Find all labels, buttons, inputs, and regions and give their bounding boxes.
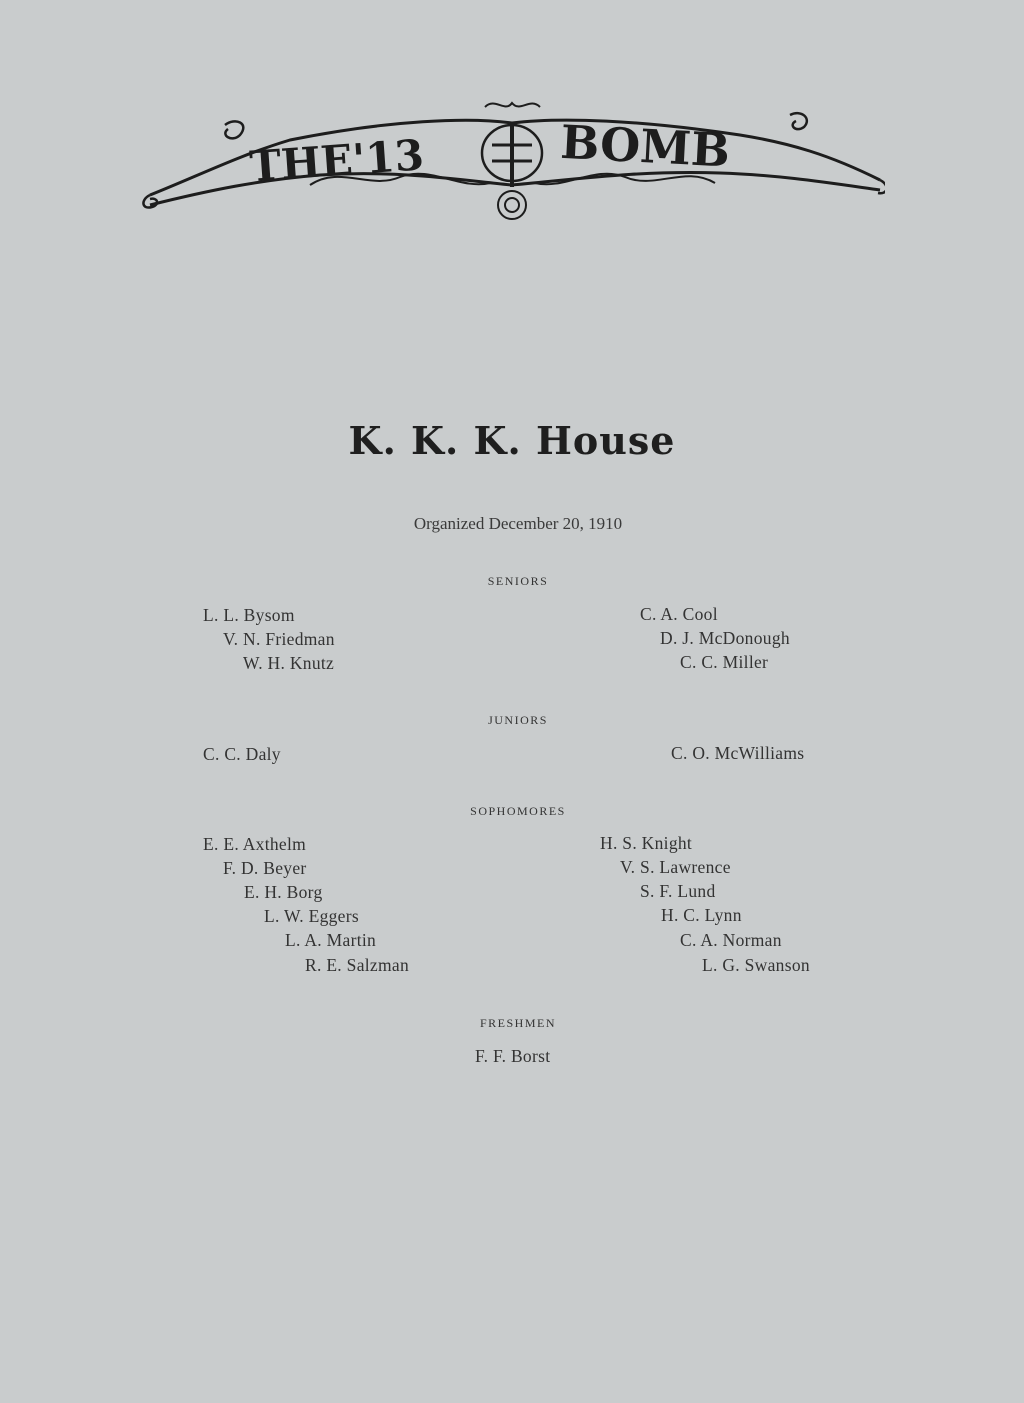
member-name: D. J. McDonough: [660, 628, 790, 648]
member-name: F. D. Beyer: [223, 858, 307, 878]
member-name: H. C. Lynn: [661, 905, 742, 925]
section-label-juniors: JUNIORS: [488, 713, 548, 727]
member-name: C. O. McWilliams: [671, 743, 805, 763]
banner-right-text: BOMB: [559, 114, 732, 178]
section-label-sophomores: SOPHOMORES: [470, 804, 566, 818]
section-label-freshmen: FRESHMEN: [479, 1016, 556, 1030]
member-name: R. E. Salzman: [305, 955, 410, 975]
organized-date: Organized December 20, 1910: [413, 514, 623, 533]
member-name: S. F. Lund: [640, 881, 716, 901]
member-name: V. S. Lawrence: [620, 857, 731, 877]
member-name: C. A. Norman: [680, 930, 782, 950]
member-name: E. E. Axthelm: [203, 834, 307, 854]
member-name: L. W. Eggers: [264, 906, 359, 926]
member-name: C. A. Cool: [640, 604, 718, 624]
member-name: F. F. Borst: [475, 1046, 551, 1066]
member-name: L. G. Swanson: [702, 955, 810, 975]
member-name: C. C. Miller: [680, 652, 769, 672]
member-name: W. H. Knutz: [243, 653, 335, 673]
member-name: C. C. Daly: [203, 744, 281, 764]
section-label-seniors: SENIORS: [487, 574, 549, 588]
member-name: H. S. Knight: [600, 833, 693, 853]
member-name: E. H. Borg: [244, 882, 323, 902]
member-name: L. A. Martin: [285, 930, 377, 950]
member-name: L. L. Bysom: [203, 605, 295, 625]
page-title: K. K. K. House: [348, 418, 676, 463]
header-banner: [140, 95, 885, 230]
member-name: V. N. Friedman: [223, 629, 335, 649]
banner-left-text: THE'13: [248, 130, 426, 192]
banner-scroll-icon: [140, 95, 885, 230]
